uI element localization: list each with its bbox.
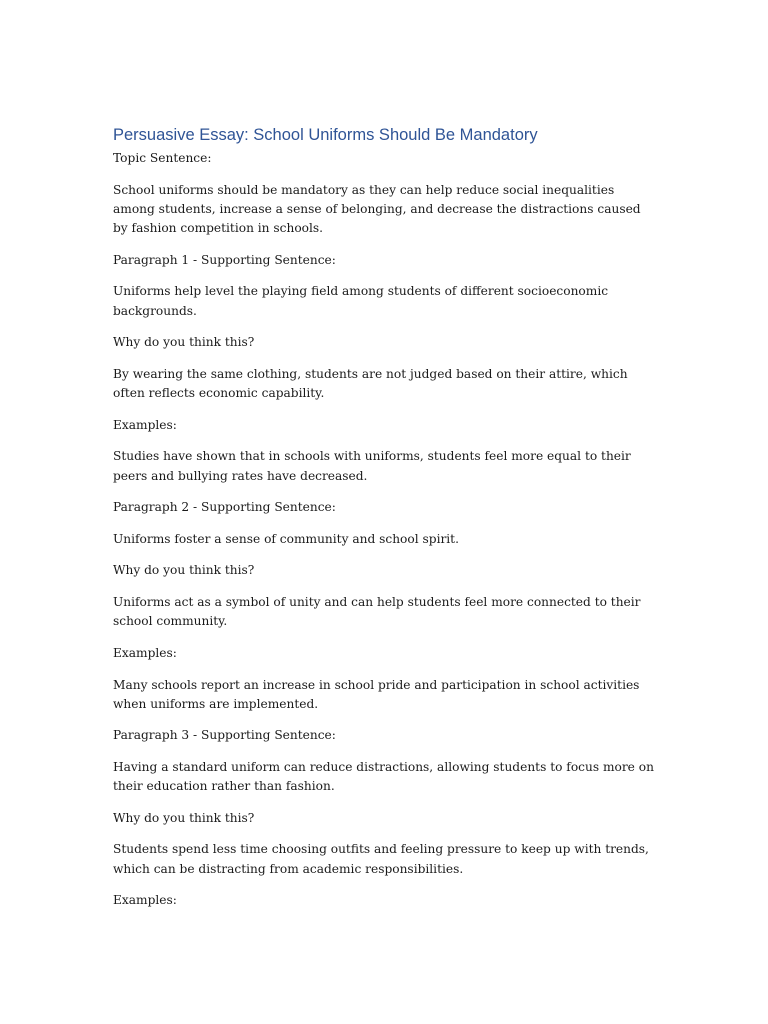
paragraph-3-why-heading: Why do you think this? xyxy=(113,810,255,825)
topic-sentence-text: School uniforms should be mandatory as they can help reduce social inequalities among students, increase a sense of belonging, and decrease the distractions caused by fashion competition in schools. xyxy=(113,182,641,236)
paragraph-1-reason: By wearing the same clothing, students are not judged based on their attire, which often reflects economic capability. xyxy=(113,366,628,401)
paragraph-2-supporting-sentence: Uniforms foster a sense of community and school spirit. xyxy=(113,531,459,546)
paragraph-3-heading: Paragraph 3 - Supporting Sentence: xyxy=(113,728,336,743)
document-title: Persuasive Essay: School Uniforms Should Be Mandatory xyxy=(113,126,538,144)
paragraph-2-examples-heading: Examples: xyxy=(113,645,177,660)
paragraph-1-supporting-sentence: Uniforms help level the playing field among students of different socioeconomic backgrounds. xyxy=(113,284,609,318)
paragraph-3-examples-heading: Examples: xyxy=(113,893,177,908)
paragraph-1-examples-heading: Examples: xyxy=(113,417,177,432)
paragraph-2-why-heading: Why do you think this? xyxy=(113,563,255,578)
paragraph-2-reason: Uniforms act as a symbol of unity and can help students feel more connected to their school community. xyxy=(113,595,641,629)
paragraph-1-examples: Studies have shown that in schools with uniforms, students feel more equal to their peers and bullying rates have decreased. xyxy=(113,449,631,483)
paragraph-1-heading: Paragraph 1 - Supporting Sentence: xyxy=(113,252,336,267)
paragraph-1-why-heading: Why do you think this? xyxy=(113,335,255,350)
document-body xyxy=(113,124,658,923)
paragraph-2-heading: Paragraph 2 - Supporting Sentence: xyxy=(113,500,336,515)
topic-sentence-heading: Topic Sentence: xyxy=(113,151,212,165)
paragraph-2-examples: Many schools report an increase in school pride and participation in school activities when uniforms are implemented. xyxy=(113,677,640,711)
paragraph-3-supporting-sentence: Having a standard uniform can reduce distractions, allowing students to focus more on their education rather than fashion. xyxy=(113,759,654,794)
paragraph-3-reason: Students spend less time choosing outfits and feeling pressure to keep up with trends, which can be distracting from academic responsibilities. xyxy=(113,842,649,876)
